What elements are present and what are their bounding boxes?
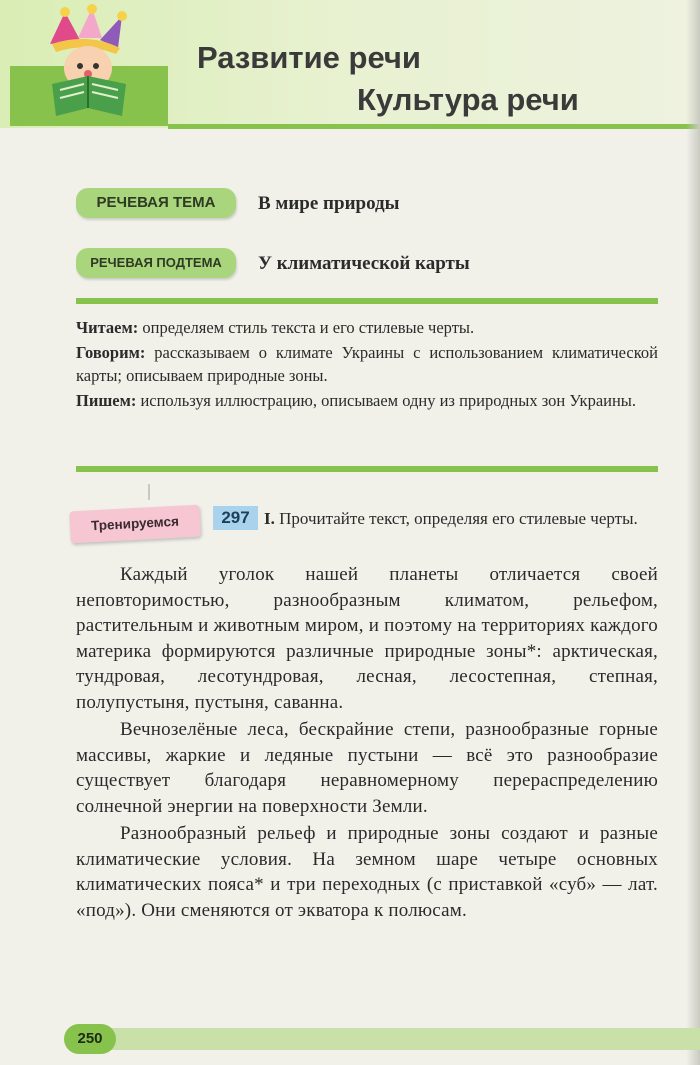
goal-writing bbox=[76, 389, 658, 412]
task-text: Прочитайте текст, определяя его стилевые черты. bbox=[279, 509, 638, 528]
goal-key: Говорим: bbox=[76, 343, 146, 362]
exercise-number: 297 bbox=[213, 506, 258, 530]
jester-reading-book-icon bbox=[30, 4, 150, 122]
goals-top-divider bbox=[76, 298, 658, 304]
title-underline bbox=[168, 124, 700, 129]
goal-text: используя иллюстрацию, описываем одну из природных зон Украины. bbox=[140, 391, 637, 410]
goal-text: определяем стиль текста и его стилевые черты. bbox=[142, 318, 475, 337]
text-paragraph: Разнообразный рельеф и природные зоны создают и разные климатические условия. На земном шаре четыре основных климатических пояса* и три переходных (с приставкой «суб» — лат. «под»). Они сменяются от экватора к полюсам. bbox=[76, 823, 658, 921]
page-title-line2: Культура речи bbox=[357, 82, 579, 117]
goals-bottom-divider bbox=[76, 466, 658, 472]
speech-topic-badge: РЕЧЕВАЯ ТЕМА bbox=[76, 188, 236, 218]
goal-key: Читаем: bbox=[76, 318, 139, 337]
speech-subtopic-badge: РЕЧЕВАЯ ПОДТЕМА bbox=[76, 248, 236, 278]
margin-mark bbox=[148, 484, 150, 500]
goal-key: Пишем: bbox=[76, 391, 137, 410]
page-number: 250 bbox=[64, 1024, 116, 1054]
speech-subtopic-value: У климатической карты bbox=[258, 253, 470, 274]
goal-text: рассказываем о климате Украины с использованием климатической карты; описываем природные зоны. bbox=[76, 343, 658, 385]
page-title-line1: Развитие речи bbox=[197, 40, 421, 75]
lesson-goals bbox=[76, 316, 658, 414]
goal-reading bbox=[76, 316, 658, 339]
goal-speaking bbox=[76, 341, 658, 387]
exercise-instruction bbox=[264, 506, 658, 531]
footer-band bbox=[100, 1028, 700, 1050]
exercise-type-badge: Тренируемся bbox=[69, 505, 200, 544]
speech-topic-value: В мире природы bbox=[258, 193, 400, 214]
text-paragraph: Вечнозелёные леса, бескрайние степи, разнообразные горные массивы, жаркие и ледяные пустыни — всё это разнообразие существует благодаря неравномерному перераспределению солнечной энергии на поверхности Земли. bbox=[76, 719, 658, 817]
page-edge-shadow bbox=[686, 0, 700, 1065]
reading-text bbox=[76, 562, 658, 925]
text-paragraph: Каждый уголок нашей планеты отличается своей неповторимостью, разнообразным климатом, рельефом, растительным и животным миром, и поэтому на территориях каждого материка формируются различные природные зоны*: арктическая, тундровая, лесотундровая, лесная, лесостепная, степная, полупустыня, пустыня, саванна. bbox=[76, 564, 658, 713]
task-roman-numeral: I. bbox=[264, 509, 275, 528]
